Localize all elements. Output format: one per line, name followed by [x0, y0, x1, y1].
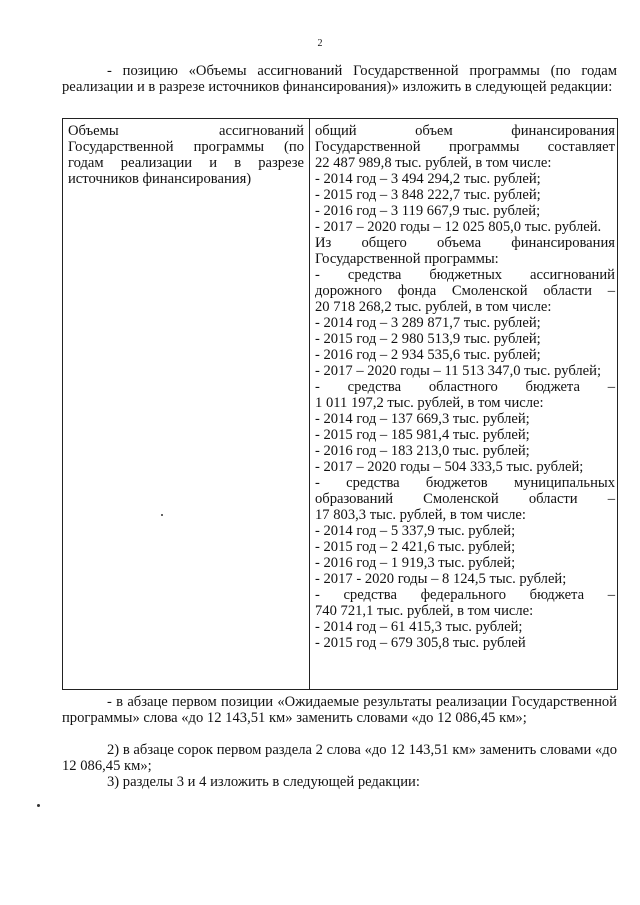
table-right-line: - средства областного бюджета –	[315, 379, 615, 395]
table-right-cell	[315, 123, 615, 651]
table-right-line: - средства бюджетных ассигнований	[315, 267, 615, 283]
table-right-line: - 2015 год – 2 421,6 тыс. рублей;	[315, 539, 516, 555]
table-right-line: - 2016 год – 3 119 667,9 тыс. рублей;	[315, 203, 541, 219]
table-right-line: - 2017 – 2020 годы – 11 513 347,0 тыс. рублей;	[315, 363, 602, 379]
table-right-line: - средства бюджетов муниципальных	[315, 475, 615, 491]
table-right-line: - 2015 год – 679 305,8 тыс. рублей	[315, 635, 526, 651]
paragraph-sections-3-4: 3) разделы 3 и 4 изложить в следующей редакции:	[107, 774, 420, 790]
table-right-line: - 2017 - 2020 годы – 8 124,5 тыс. рублей;	[315, 571, 567, 587]
table-right-line: - 2014 год – 137 669,3 тыс. рублей;	[315, 411, 530, 427]
table-right-line: - 2016 год – 1 919,3 тыс. рублей;	[315, 555, 516, 571]
table-right-line: - 2016 год – 2 934 535,6 тыс. рублей;	[315, 347, 541, 363]
table-right-line: 1 011 197,2 тыс. рублей, в том числе:	[315, 395, 544, 411]
table-right-line: общий объем финансирования	[315, 123, 615, 139]
table-column-divider	[309, 119, 310, 689]
table-right-line: - 2015 год – 185 981,4 тыс. рублей;	[315, 427, 530, 443]
table-right-line: образований Смоленской области –	[315, 491, 615, 507]
table-left-cell: Объемы ассигнований Государственной программы (по годам реализации и в разрезе источников финансирования)	[68, 123, 304, 187]
table-right-line: - 2017 – 2020 годы – 504 333,5 тыс. рублей;	[315, 459, 584, 475]
table-right-line: - 2016 год – 183 213,0 тыс. рублей;	[315, 443, 530, 459]
table-right-line: - 2015 год – 3 848 222,7 тыс. рублей;	[315, 187, 541, 203]
table-right-line: дорожного фонда Смоленской области –	[315, 283, 615, 299]
table-right-line: 22 487 989,8 тыс. рублей, в том числе:	[315, 155, 552, 171]
intro-paragraph: - позицию «Объемы ассигнований Государственной программы (по годам реализации и в разрезе источников финансирования)» изложить в следующей редакции:	[62, 63, 617, 95]
scan-speck	[37, 804, 40, 807]
table-right-line: - средства федерального бюджета –	[315, 587, 615, 603]
paragraph-expected-results: - в абзаце первом позиции «Ожидаемые результаты реализации Государственной программы» слова «до 12 143,51 км» заменить словами «до 12 086,45 км»;	[62, 694, 617, 726]
page-number: 2	[317, 38, 323, 49]
table-right-line: 740 721,1 тыс. рублей, в том числе:	[315, 603, 534, 619]
table-right-line: - 2017 – 2020 годы – 12 025 805,0 тыс. рублей.	[315, 219, 602, 235]
table-right-line: 17 803,3 тыс. рублей, в том числе:	[315, 507, 526, 523]
funding-table	[62, 118, 618, 690]
table-right-line: - 2014 год – 5 337,9 тыс. рублей;	[315, 523, 516, 539]
table-right-line: - 2014 год – 3 289 871,7 тыс. рублей;	[315, 315, 541, 331]
table-right-line: Из общего объема финансирования	[315, 235, 615, 251]
table-right-line: Государственной программы составляет	[315, 139, 615, 155]
table-right-line: - 2015 год – 2 980 513,9 тыс. рублей;	[315, 331, 541, 347]
scan-speck	[161, 514, 163, 516]
table-right-line: 20 718 268,2 тыс. рублей, в том числе:	[315, 299, 552, 315]
table-right-line: - 2014 год – 61 415,3 тыс. рублей;	[315, 619, 523, 635]
table-right-line: Государственной программы:	[315, 251, 499, 267]
paragraph-section-2: 2) в абзаце сорок первом раздела 2 слова «до 12 143,51 км» заменить словами «до 12 086,45 км»;	[62, 742, 617, 774]
table-right-line: - 2014 год – 3 494 294,2 тыс. рублей;	[315, 171, 541, 187]
